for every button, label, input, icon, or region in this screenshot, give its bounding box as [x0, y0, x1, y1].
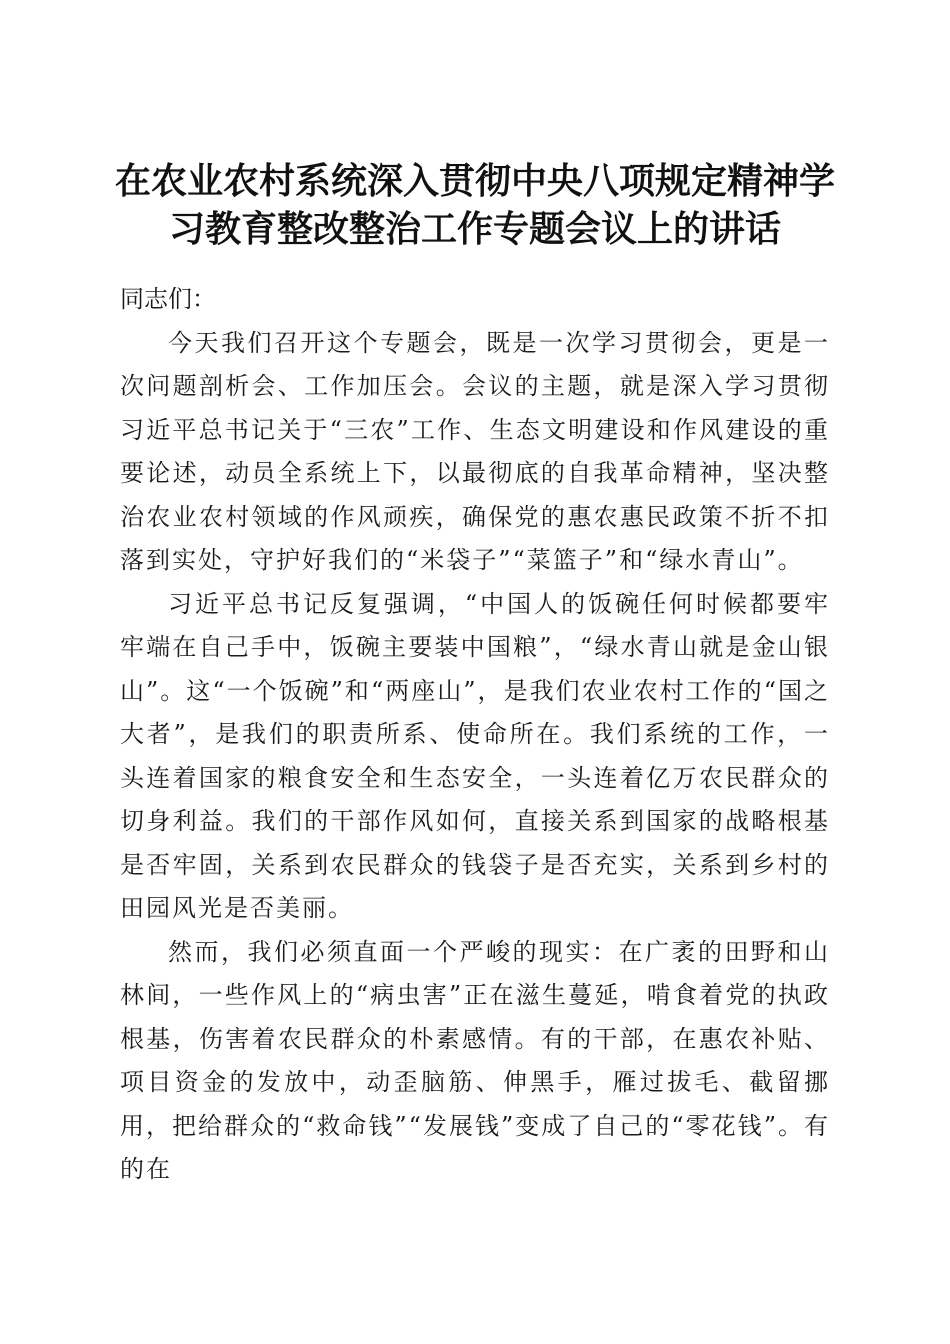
- title-line-2: 习教育整改整治工作专题会议上的讲话: [168, 208, 781, 251]
- salutation: 同志们：: [120, 285, 216, 313]
- paragraph-2: 习近平总书记反复强调，“中国人的饭碗任何时候都要牢牢端在自己手中，饭碗主要装中国粮”，“绿水青山就是金山银山”。这“一个饭碗”和“两座山”，是我们农业农村工作的“国之大者”，是我们的职责所系、使命所在。我们系统的工作，一头连着国家的粮食安全和生态安全，一头连着亿万农民群众的切身利益。我们的干部作风如何，直接关系到国家的战略根基是否牢固，关系到农民群众的钱袋子是否充实，关系到乡村的田园风光是否美丽。: [120, 589, 830, 922]
- title-line-1: 在农业农村系统深入贯彻中央八项规定精神学: [114, 160, 835, 203]
- document-body: [120, 278, 830, 1192]
- paragraph-3: 然而，我们必须直面一个严峻的现实：在广袤的田野和山林间，一些作风上的“病虫害”正在滋生蔓延，啃食着党的执政根基，伤害着农民群众的朴素感情。有的干部，在惠农补贴、项目资金的发放中，动歪脑筋、伸黑手，雁过拔毛、截留挪用，把给群众的“救命钱”“发展钱”变成了自己的“零花钱”。有的在: [120, 937, 830, 1183]
- document-title: [100, 157, 850, 253]
- paragraph-1: 今天我们召开这个专题会，既是一次学习贯彻会，更是一次问题剖析会、工作加压会。会议的主题，就是深入学习贯彻习近平总书记关于“三农”工作、生态文明建设和作风建设的重要论述，动员全系统上下，以最彻底的自我革命精神，坚决整治农业农村领域的作风顽疾，确保党的惠农惠民政策不折不扣落到实处，守护好我们的“米袋子”“菜篮子”和“绿水青山”。: [120, 328, 830, 574]
